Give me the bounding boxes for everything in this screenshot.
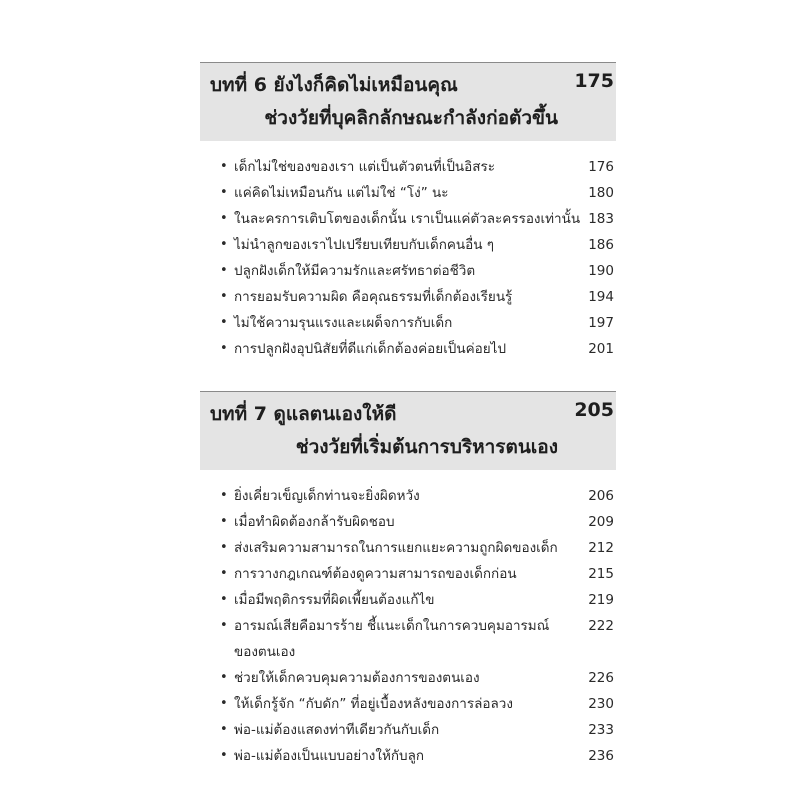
toc-item-text: เมื่อมีพฤติกรรมที่ผิดเพี้ยนต้องแก้ไข	[234, 592, 435, 608]
chapter-6-title: บทที่ 6 ยังไงก็คิดไม่เหมือนคุณ	[210, 74, 458, 96]
toc-item-page: 197	[588, 315, 614, 331]
toc-item	[200, 613, 616, 665]
toc-item-page: 190	[588, 263, 614, 279]
bullet-icon: •	[220, 341, 228, 356]
bullet-icon: •	[220, 722, 228, 737]
toc-item-text: ช่วยให้เด็กควบคุมความต้องการของตนเอง	[234, 670, 480, 686]
bullet-icon: •	[220, 540, 228, 555]
toc-item-text: เมื่อทำผิดต้องกล้ารับผิดชอบ	[234, 514, 395, 530]
bullet-icon: •	[220, 566, 228, 581]
toc-item	[200, 587, 616, 613]
bullet-icon: •	[220, 514, 228, 529]
toc-item	[200, 232, 616, 258]
bullet-icon: •	[220, 237, 228, 252]
toc-item	[200, 206, 616, 232]
toc-item	[200, 154, 616, 180]
chapter-7-header	[200, 391, 616, 470]
toc-item-text: ไม่นำลูกของเราไปเปรียบเทียบกับเด็กคนอื่น ๆ	[234, 237, 495, 253]
toc-item	[200, 717, 616, 743]
toc-item-page: 206	[588, 488, 614, 504]
toc-item-page: 219	[588, 592, 614, 608]
toc-item-page: 183	[588, 211, 614, 227]
toc-item-page: 180	[588, 185, 614, 201]
bullet-icon: •	[220, 592, 228, 607]
toc-item-page: 201	[588, 341, 614, 357]
chapter-6-toc-list	[200, 154, 616, 362]
bullet-icon: •	[220, 263, 228, 278]
chapter-7-toc-list	[200, 483, 616, 769]
bullet-icon: •	[220, 315, 228, 330]
chapter-7-page-number: 205	[574, 399, 614, 421]
toc-item-page: 230	[588, 696, 614, 712]
toc-item-page: 215	[588, 566, 614, 582]
toc-item-page: 176	[588, 159, 614, 175]
toc-item-text: ไม่ใช้ความรุนแรงและเผด็จการกับเด็ก	[234, 315, 453, 331]
toc-item-text: พ่อ-แม่ต้องเป็นแบบอย่างให้กับลูก	[234, 748, 425, 764]
chapter-6-section	[200, 62, 616, 362]
bullet-icon: •	[220, 696, 228, 711]
toc-item-text: การยอมรับความผิด คือคุณธรรมที่เด็กต้องเรียนรู้	[234, 289, 513, 305]
toc-item	[200, 743, 616, 769]
toc-item-page: 209	[588, 514, 614, 530]
toc-item-page: 233	[588, 722, 614, 738]
chapter-6-subtitle: ช่วงวัยที่บุคลิกลักษณะกำลังก่อตัวขึ้น	[264, 107, 558, 129]
toc-item-text: เด็กไม่ใช่ของของเรา แต่เป็นตัวตนที่เป็นอิสระ	[234, 159, 495, 175]
bullet-icon: •	[220, 289, 228, 304]
chapter-7-section	[200, 391, 616, 769]
chapter-6-page-number: 175	[574, 70, 614, 92]
bullet-icon: •	[220, 670, 228, 685]
toc-item-page: 222	[588, 618, 614, 634]
toc-item-page: 186	[588, 237, 614, 253]
chapter-7-title: บทที่ 7 ดูแลตนเองให้ดี	[210, 403, 397, 425]
toc-item	[200, 665, 616, 691]
toc-item-page: 194	[588, 289, 614, 305]
bullet-icon: •	[220, 211, 228, 226]
toc-item	[200, 258, 616, 284]
toc-item	[200, 336, 616, 362]
toc-item-text: การวางกฎเกณฑ์ต้องดูความสามารถของเด็กก่อน	[234, 566, 517, 582]
toc-item-text-continued: ของตนเอง	[234, 644, 296, 660]
toc-item	[200, 310, 616, 336]
toc-item-text: ส่งเสริมความสามารถในการแยกแยะความถูกผิดของเด็ก	[234, 540, 558, 556]
chapter-6-header	[200, 62, 616, 141]
toc-item-page: 236	[588, 748, 614, 764]
toc-item	[200, 483, 616, 509]
toc-item-text: ในละครการเติบโตของเด็กนั้น เราเป็นแค่ตัวละครรองเท่านั้น	[234, 211, 581, 227]
toc-item-text: พ่อ-แม่ต้องแสดงท่าทีเดียวกันกับเด็ก	[234, 722, 440, 738]
toc-item-text: ให้เด็กรู้จัก “กับดัก” ที่อยู่เบื้องหลังของการล่อลวง	[234, 696, 513, 712]
toc-item	[200, 509, 616, 535]
toc-item-text: การปลูกฝังอุปนิสัยที่ดีแก่เด็กต้องค่อยเป็นค่อยไป	[234, 341, 507, 357]
toc-item-text: แค่คิดไม่เหมือนกัน แต่ไม่ใช่ “โง่” นะ	[234, 185, 449, 201]
toc-item	[200, 535, 616, 561]
bullet-icon: •	[220, 618, 228, 633]
chapter-7-subtitle: ช่วงวัยที่เริ่มต้นการบริหารตนเอง	[295, 436, 558, 458]
bullet-icon: •	[220, 185, 228, 200]
toc-item-page: 212	[588, 540, 614, 556]
bullet-icon: •	[220, 159, 228, 174]
toc-item-page: 226	[588, 670, 614, 686]
toc-item	[200, 180, 616, 206]
toc-item	[200, 284, 616, 310]
bullet-icon: •	[220, 748, 228, 763]
toc-item	[200, 691, 616, 717]
toc-item	[200, 561, 616, 587]
toc-item-text: ยิ่งเคี่ยวเข็ญเด็กท่านจะยิ่งผิดหวัง	[234, 488, 420, 504]
toc-item-text: อารมณ์เสียคือมารร้าย ชี้แนะเด็กในการควบคุมอารมณ์	[234, 618, 550, 634]
bullet-icon: •	[220, 488, 228, 503]
toc-item-text: ปลูกฝังเด็กให้มีความรักและศรัทธาต่อชีวิต	[234, 263, 476, 279]
